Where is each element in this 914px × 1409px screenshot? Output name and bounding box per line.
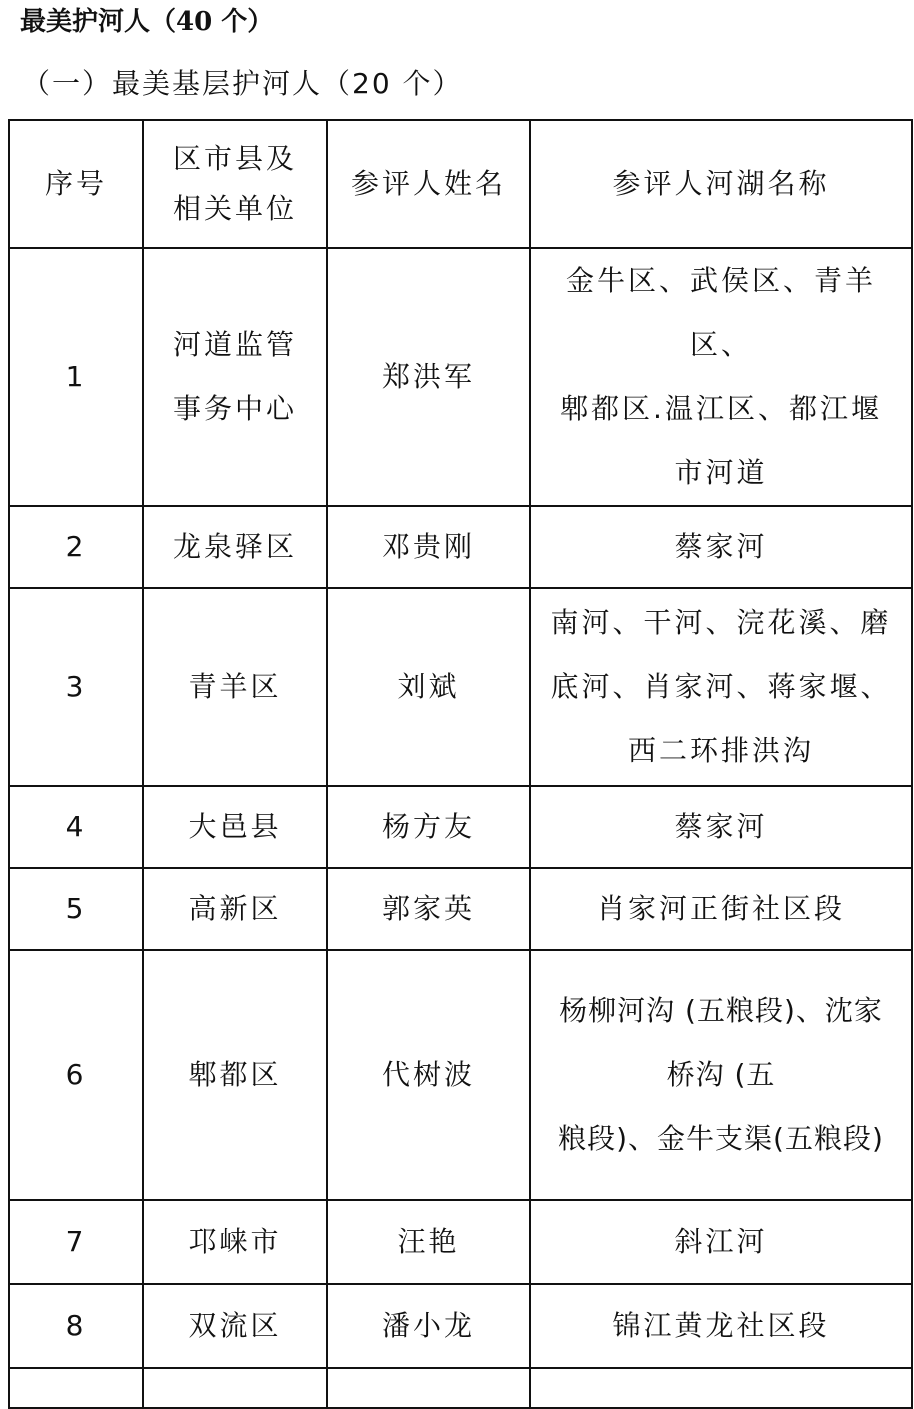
row-river-line: 粮段)、金牛支渠(五粮段)	[558, 1122, 884, 1155]
header-name: 参评人姓名	[327, 120, 530, 248]
empty-cell	[143, 1368, 327, 1408]
row-index: 6	[9, 950, 143, 1200]
section-subtitle: （一）最美基层护河人（20 个）	[22, 67, 463, 100]
row-unit: 高新区	[143, 868, 327, 950]
award-table	[8, 119, 913, 1409]
row-river	[530, 588, 912, 786]
row-index: 1	[9, 248, 143, 506]
row-name: 汪艳	[327, 1200, 530, 1284]
header-river: 参评人河湖名称	[530, 120, 912, 248]
row-river-line: 西二环排洪沟	[627, 734, 814, 767]
row-name: 代树波	[327, 950, 530, 1200]
row-name: 刘斌	[327, 588, 530, 786]
row-river	[530, 248, 912, 506]
document-title: 最美护河人（40 个）	[20, 7, 274, 37]
table-row	[9, 786, 912, 868]
row-river-line: 杨柳河沟 (五粮段)、沈家	[559, 994, 883, 1027]
row-index: 4	[9, 786, 143, 868]
table-row	[9, 1200, 912, 1284]
row-unit-line2: 事务中心	[172, 392, 297, 425]
table-header-row	[9, 120, 912, 248]
row-index: 7	[9, 1200, 143, 1284]
row-unit: 大邑县	[143, 786, 327, 868]
header-unit-line1: 区市县及	[172, 142, 297, 175]
table-row	[9, 248, 912, 506]
row-river: 蔡家河	[530, 786, 912, 868]
table-row	[9, 588, 912, 786]
row-name: 郭家英	[327, 868, 530, 950]
header-unit-line2: 相关单位	[172, 192, 297, 225]
table-row	[9, 868, 912, 950]
empty-cell	[530, 1368, 912, 1408]
row-river-line: 金牛区、武侯区、青羊区、	[565, 264, 876, 361]
row-name: 杨方友	[327, 786, 530, 868]
table-row	[9, 1284, 912, 1368]
row-index: 5	[9, 868, 143, 950]
row-river-line: 南河、干河、浣花溪、磨	[550, 606, 892, 639]
row-unit: 郫都区	[143, 950, 327, 1200]
row-unit: 龙泉驿区	[143, 506, 327, 588]
table-row-partial	[9, 1368, 912, 1408]
row-river-line: 市河道	[674, 456, 768, 489]
row-river: 斜江河	[530, 1200, 912, 1284]
row-index: 2	[9, 506, 143, 588]
table-row	[9, 506, 912, 588]
row-unit: 双流区	[143, 1284, 327, 1368]
row-index: 3	[9, 588, 143, 786]
row-river-line: 底河、肖家河、蒋家堰、	[550, 670, 892, 703]
row-river: 锦江黄龙社区段	[530, 1284, 912, 1368]
row-river	[530, 950, 912, 1200]
empty-cell	[9, 1368, 143, 1408]
row-index: 8	[9, 1284, 143, 1368]
row-name: 潘小龙	[327, 1284, 530, 1368]
row-river: 蔡家河	[530, 506, 912, 588]
row-name: 邓贵刚	[327, 506, 530, 588]
row-unit: 青羊区	[143, 588, 327, 786]
row-name: 郑洪军	[327, 248, 530, 506]
header-unit	[143, 120, 327, 248]
row-unit-line1: 河道监管	[172, 328, 297, 361]
table-row	[9, 950, 912, 1200]
row-river: 肖家河正街社区段	[530, 868, 912, 950]
row-unit: 邛崃市	[143, 1200, 327, 1284]
row-river-line: 郫都区.温江区、都江堰	[560, 392, 882, 425]
empty-cell	[327, 1368, 530, 1408]
row-river-line: 桥沟 (五	[666, 1058, 776, 1091]
row-unit	[143, 248, 327, 506]
header-index: 序号	[9, 120, 143, 248]
